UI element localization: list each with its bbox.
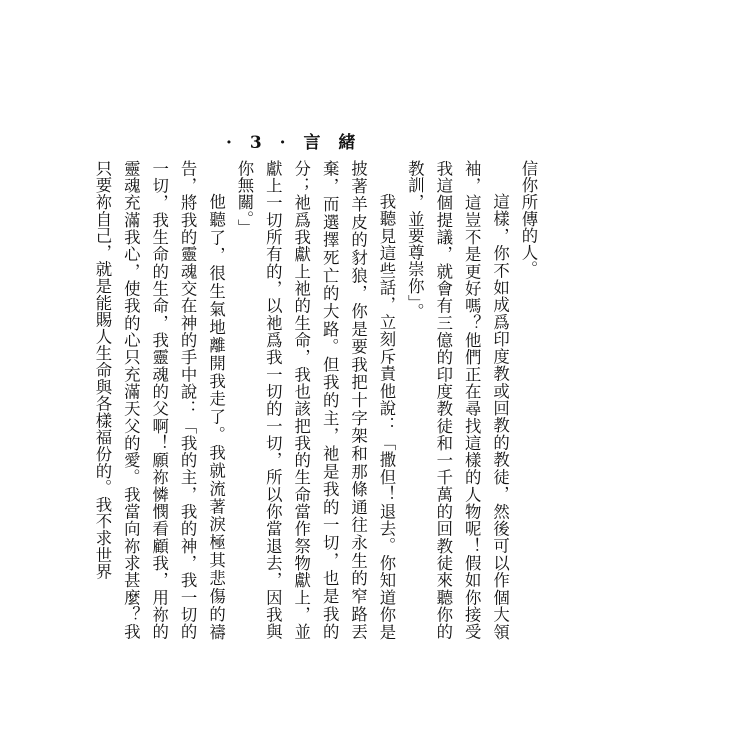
paragraph-2: 這樣，你不如成爲印度教或回教的教徒，然後可以作個大領袖，這豈不是更好嗎？他們正在尋找這樣的人物呢！假如你接受我這個提議，就會有三億的印度教徒和一千萬的回教徒來聽你的教訓，並要尊崇你」。 (405, 160, 510, 640)
running-title: 言 緒 (303, 133, 362, 153)
paragraph-4: 他聽了，很生氣地離開我走了。我就流著淚極其悲傷的禱告，將我的靈魂交在神的手中說：「我的主，我的神，我一切的一切，我生命的生命，我靈魂的父啊！願祢憐憫看顧我，用祢的靈魂充滿我心，使我的心只充滿天父的愛。我當向祢求甚麼？我只要祢自己，就是能賜人生命與各樣福份的。我不求世界 (92, 160, 226, 640)
paragraph-3: 我聽見這些話，立刻斥責他說：「撒但！退去。你知道你是披著羊皮的豺狼，你是要我把十字架和那條通往永生的窄路丟棄，而選擇死亡的大路。但我的主，祂是我的一切，也是我的分；祂爲我獻上祂的生命，我也該把我的生命當作祭物獻上，並獻上一切所有的，以祂爲我一切的一切，所以你當退去，因我與你無關。」 (234, 160, 396, 640)
paragraph-1: 信你所傳的人。 (519, 160, 538, 278)
page-number: · 3 · (226, 133, 292, 153)
vertical-text-body (88, 160, 543, 640)
page-header (226, 128, 361, 153)
